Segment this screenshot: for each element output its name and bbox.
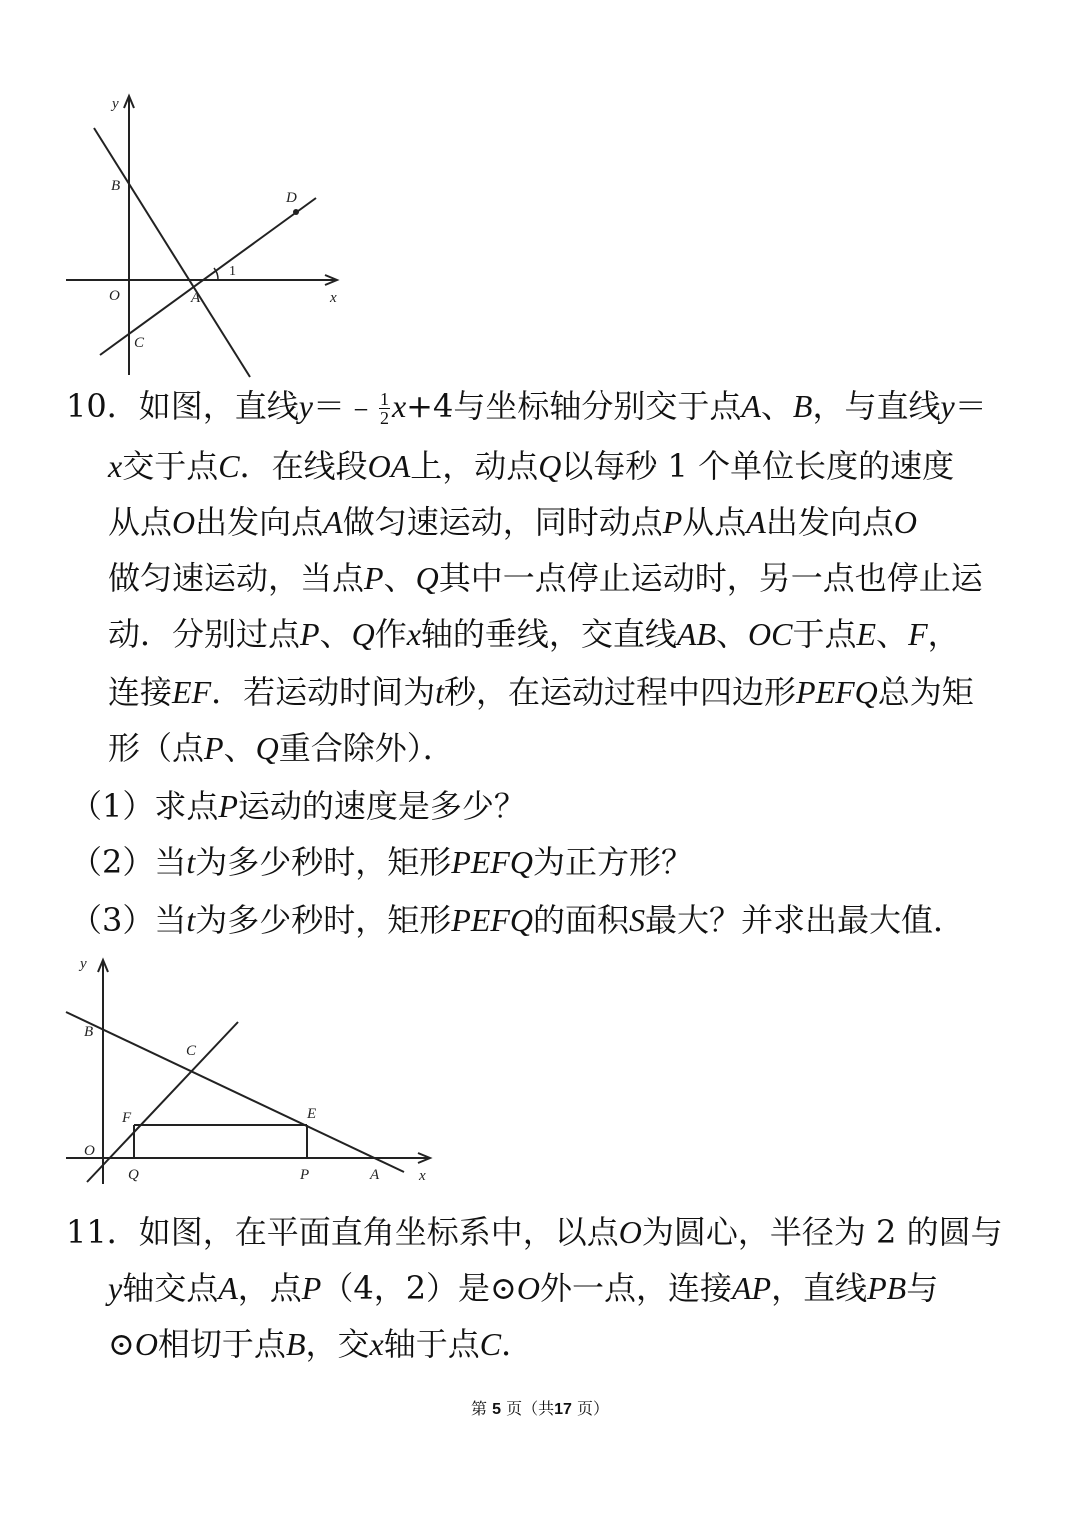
figure-2 <box>60 950 450 1190</box>
label-f: F <box>122 1110 132 1126</box>
p11-line-3: ⊙O相切于点B，交x轴于点C． <box>108 1325 534 1363</box>
label-y: y <box>112 96 119 112</box>
label-c: C <box>186 1043 197 1059</box>
p10-question-3: （3）当t为多少秒时，矩形PEFQ的面积S最大？并求出最大值． <box>70 901 966 939</box>
line-ab <box>66 1012 404 1172</box>
label-x: x <box>330 290 337 306</box>
label-a: A <box>191 290 201 306</box>
label-a: A <box>370 1167 380 1183</box>
label-o: O <box>109 288 120 304</box>
p10-line-5: 动．分别过点P、Q作x轴的垂线，交直线AB、OC于点E、F， <box>108 615 960 653</box>
p10-line-7: 形（点P、Q重合除外）． <box>108 729 455 767</box>
label-p: P <box>300 1167 310 1183</box>
page-total: 17 <box>554 1401 572 1418</box>
figure-1 <box>60 90 360 380</box>
label-b: B <box>84 1024 94 1040</box>
label-q: Q <box>128 1167 139 1183</box>
label-c: C <box>134 335 145 351</box>
point-d <box>293 209 299 215</box>
p10-line-1: 10．如图，直线y＝﹣ $\frac{1}{2}$ x+4与坐标轴分别交于点A、B，与直线y＝ <box>66 387 987 428</box>
p10-line-3: 从点O出发向点A做匀速运动，同时动点P从点A出发向点O <box>108 503 917 541</box>
p11-line-2: y轴交点A，点P（4，2）是⊙O外一点，连接AP，直线PB与 <box>108 1269 939 1307</box>
p10-question-2: （2）当t为多少秒时，矩形PEFQ为正方形？ <box>70 843 694 881</box>
label-x: x <box>419 1168 426 1184</box>
label-angle-1: 1 <box>229 264 236 279</box>
p10-line-2: x交于点C．在线段OA上，动点Q以每秒 1 个单位长度的速度 <box>108 447 955 485</box>
label-y: y <box>80 956 87 972</box>
label-e: E <box>307 1106 317 1122</box>
page-number: 5 <box>492 1401 501 1418</box>
page-footer: 第 5 页（共17 页） <box>470 1399 610 1418</box>
p10-line-6: 连接EF．若运动时间为t秒，在运动过程中四边形PEFQ总为矩 <box>108 673 974 711</box>
fraction-one-half: $\frac{1}{2}$ <box>379 389 389 428</box>
line-ab <box>94 128 250 377</box>
label-b: B <box>111 178 121 194</box>
label-o: O <box>84 1143 95 1159</box>
p10-question-1: （1）求点P运动的速度是多少？ <box>70 787 526 825</box>
label-d: D <box>286 190 297 206</box>
p10-line-4: 做匀速运动，当点P、Q其中一点停止运动时，另一点也停止运 <box>108 559 983 597</box>
p11-line-1: 11．如图，在平面直角坐标系中，以点O为圆心，半径为 2 的圆与 <box>66 1213 1003 1251</box>
line-cd <box>100 198 316 355</box>
